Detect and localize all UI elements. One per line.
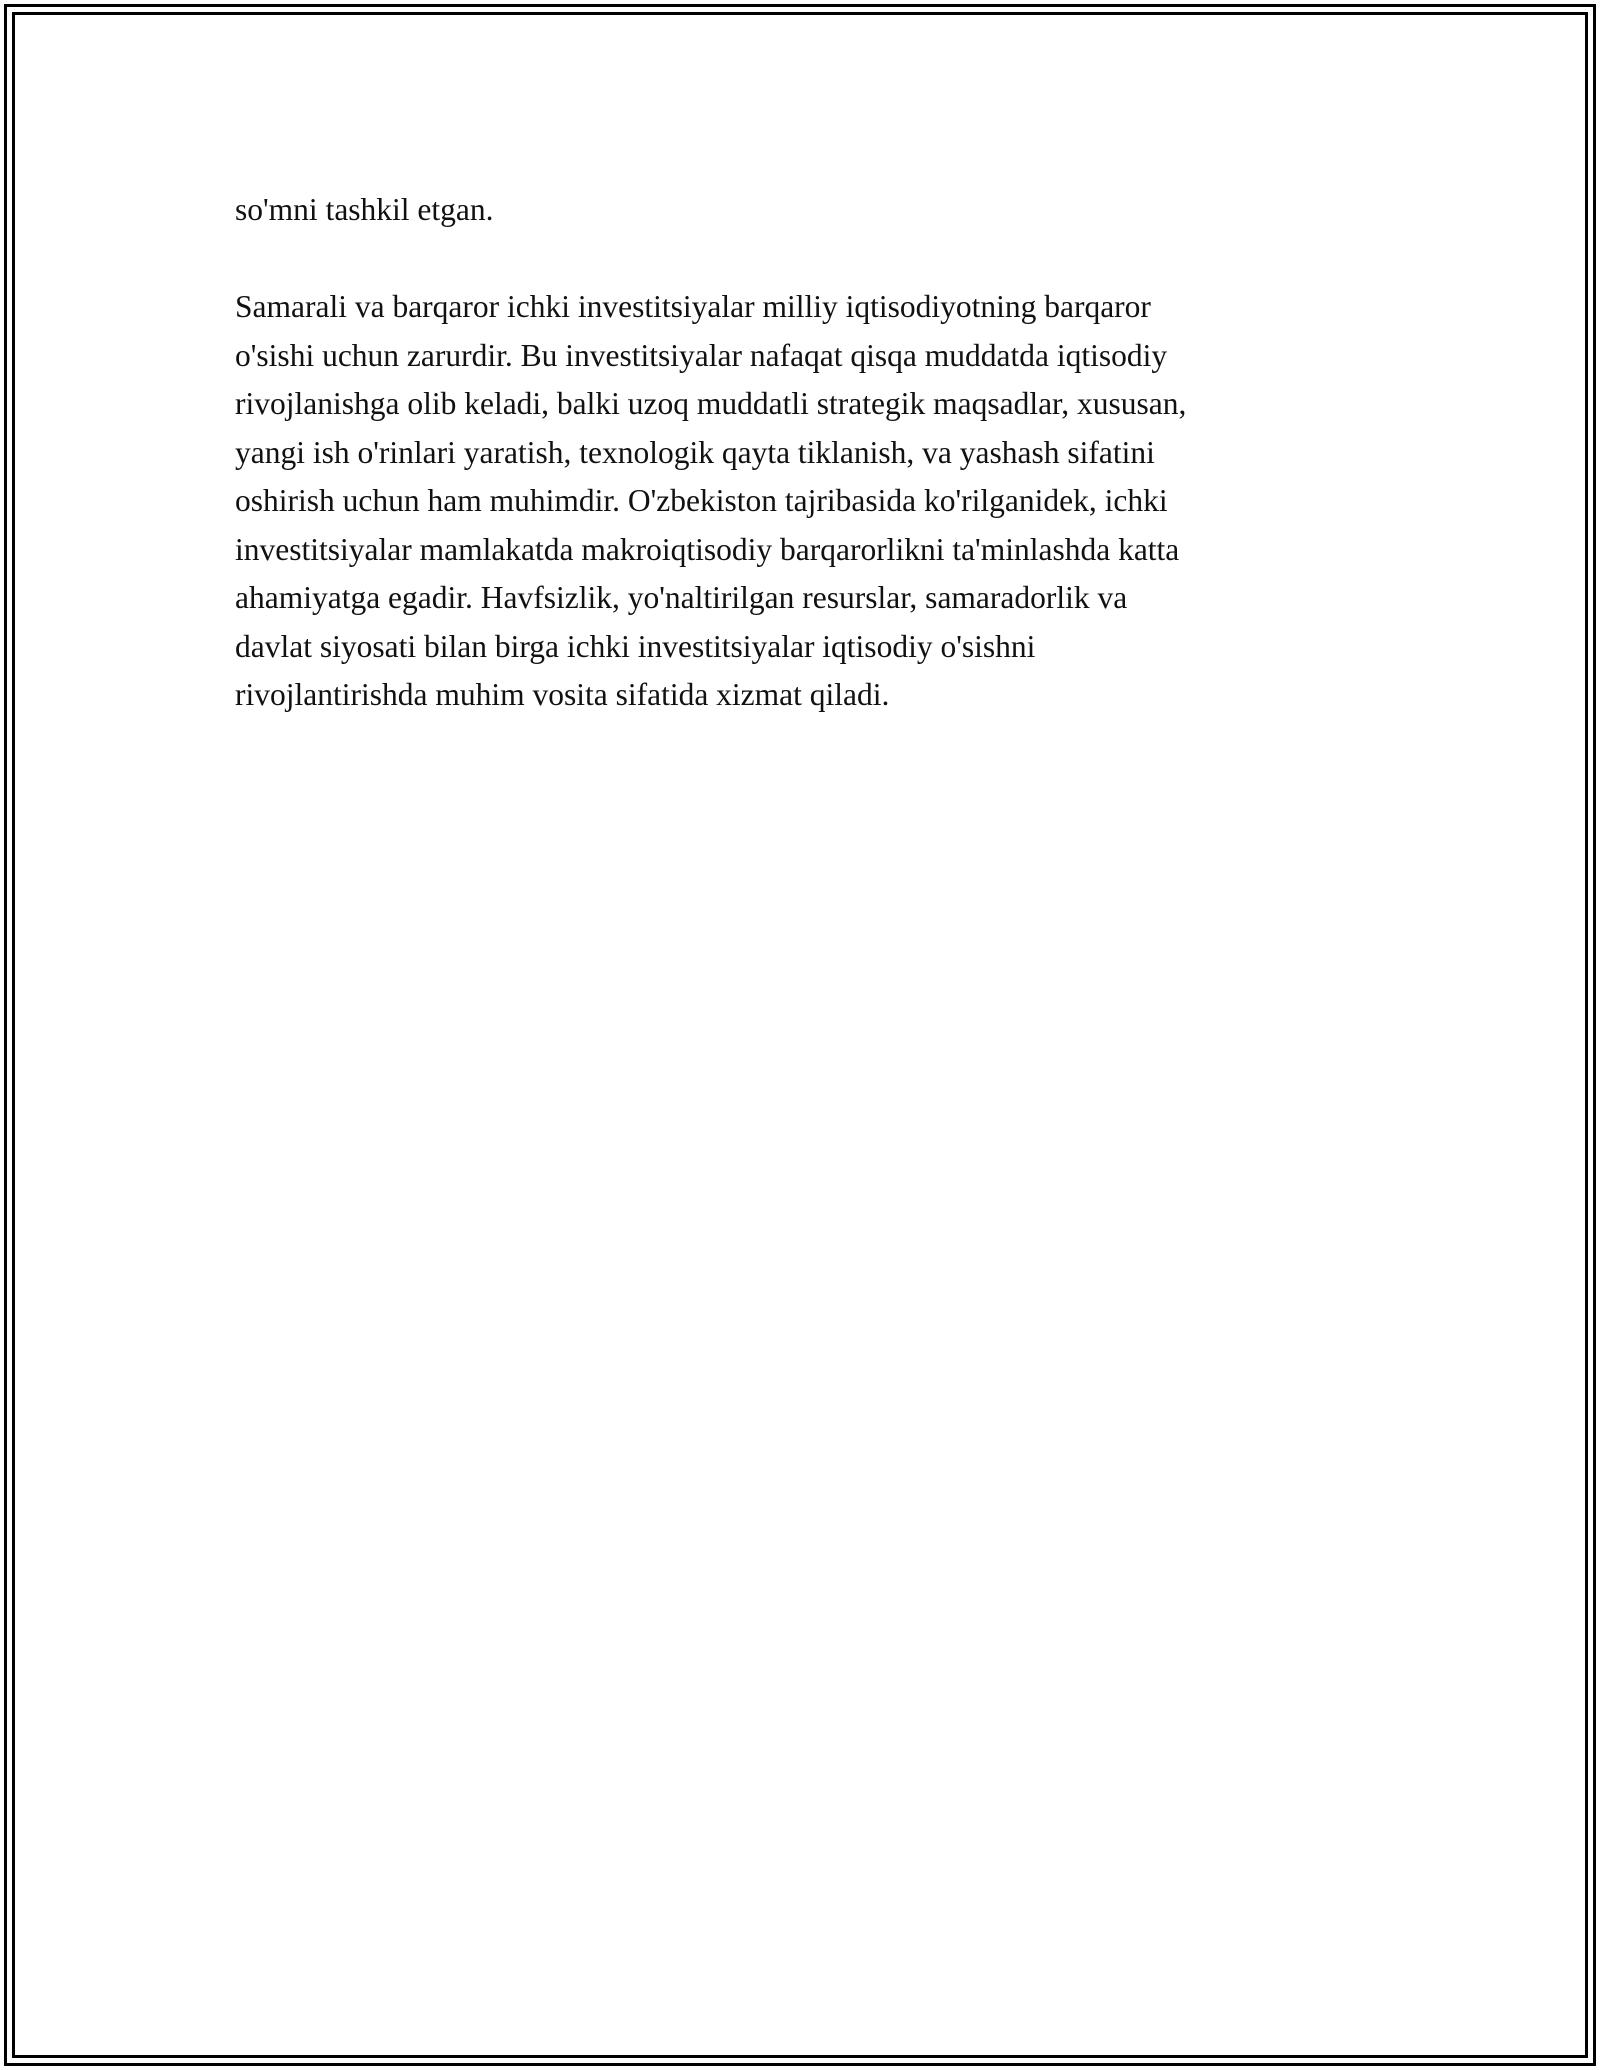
text-line: yangi ish o'rinlari yaratish, texnologik qayta tiklanish, va yashash sifatini — [235, 434, 1155, 470]
text-line: davlat siyosati bilan birga ichki investitsiyalar iqtisodiy o'sishni — [235, 628, 1036, 664]
text-line: so'mni tashkil etgan. — [235, 192, 494, 227]
page-content — [235, 186, 1375, 720]
text-line: oshirish uchun ham muhimdir. O'zbekiston tajribasida ko'rilganidek, ichki — [235, 483, 1168, 518]
text-line: rivojlantirishda muhim vosita sifatida xizmat qiladi. — [235, 677, 890, 712]
text-line: investitsiyalar mamlakatda makroiqtisodiy barqarorlikni ta'minlashda katta — [235, 531, 1180, 567]
text-line: Samarali va barqaror ichki investitsiyalar milliy iqtisodiyotning barqaror — [235, 289, 1151, 324]
text-line: ahamiyatga egadir. Havfsizlik, yo'naltirilgan resurslar, samaradorlik va — [235, 580, 1128, 615]
paragraph-spacing — [235, 235, 1375, 284]
body-paragraph — [235, 283, 1375, 720]
fragment-paragraph — [235, 186, 1375, 235]
text-line: rivojlanishga olib keladi, balki uzoq muddatli strategik maqsadlar, xususan, — [235, 386, 1187, 421]
text-line: o'sishi uchun zarurdir. Bu investitsiyalar nafaqat qisqa muddatda iqtisodiy — [235, 337, 1168, 373]
